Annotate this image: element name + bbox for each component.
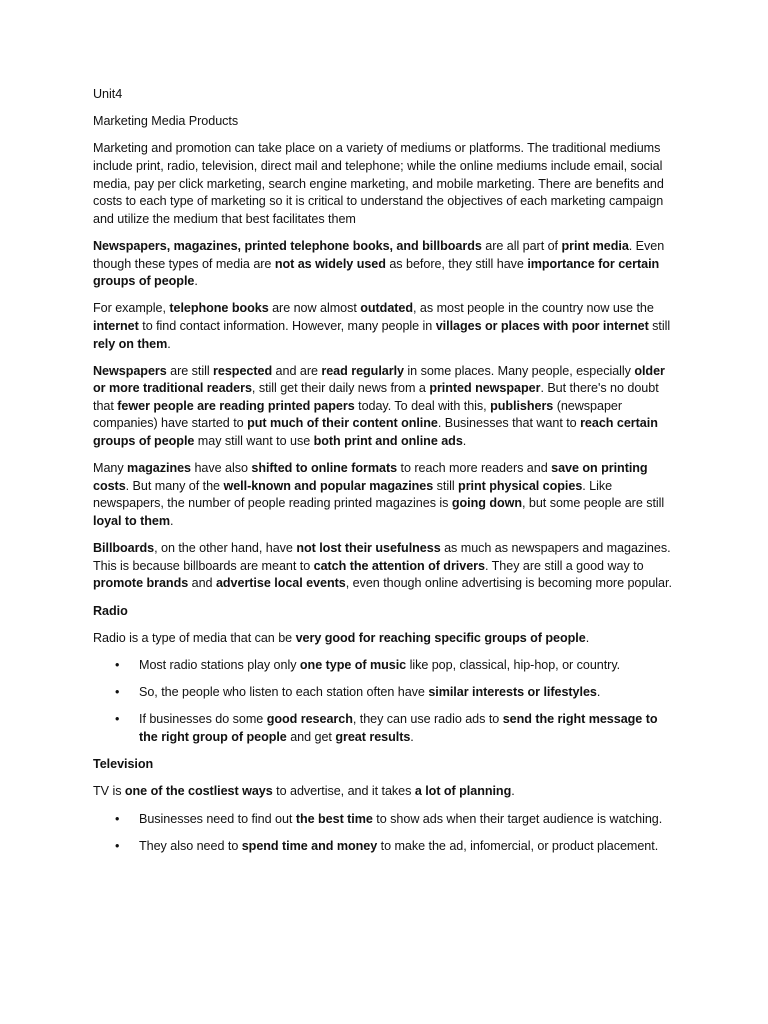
bold-text-run: magazines [127,461,191,476]
bold-text-run: one of the costliest ways [124,784,273,799]
text-run: like pop, classical, hip-hop, or country. [406,657,621,672]
print-media-paragraph [93,238,678,291]
text-run: Most radio stations play only [139,657,300,672]
bold-text-run: loyal to them [93,514,171,529]
text-run: For example, [93,301,170,316]
text-run: today. To deal with this, [354,398,491,413]
text-run: are still [166,363,214,378]
text-run: Radio is a type of media that can be [93,630,296,645]
document-title: Marketing Media Products [93,114,239,129]
text-run: may still want to use [194,434,314,449]
text-run: still [433,478,459,493]
list-item [93,838,678,856]
newspapers-paragraph [93,363,678,451]
bold-text-run: publishers [490,398,554,413]
text-run: , they can use radio ads to [352,712,503,727]
text-run: have also [191,461,252,476]
list-item [93,657,678,675]
bold-text-run: a lot of planning [414,784,512,799]
document-page [93,86,678,865]
text-run: as much as newspapers and magazines. This is because billboards are meant to [93,541,671,573]
bold-text-run: good research [266,712,353,727]
text-run: Marketing and promotion can take place on a variety of mediums or platforms. The traditional mediums include print, radio, television, direct mail and telephone; while the online mediums include email, social media, pay per click marketing, search engine marketing, and mobile marketing. There are benefits and costs to each type of marketing so it is critical to understand the objectives of each marketing campaign and utilize the medium that best facilitates them [93,141,664,226]
text-run: to show ads when their target audience is watching. [372,811,663,826]
bold-text-run: one type of music [299,657,407,672]
bold-text-run: not as widely used [274,256,386,271]
bold-text-run: reach certain groups of people [93,416,658,449]
bold-text-run: similar interests or lifestyles [428,685,597,700]
text-run: and [188,576,216,591]
radio-intro-paragraph [93,630,678,648]
text-run: and are [272,363,322,378]
bold-text-run: send the right message to the right group of people [139,712,658,744]
text-run: . [167,336,171,351]
text-run: Many [93,461,128,476]
television-bullet-list [93,811,678,856]
bold-text-run: print media [561,238,629,253]
text-run: (newspaper companies) have started to [93,398,623,431]
list-item [93,684,678,702]
bold-text-run: put much of their content online [247,416,438,431]
bullet-icon: • [115,838,120,853]
bold-text-run: respected [213,363,273,378]
list-item [93,811,678,829]
text-run: . Businesses that want to [437,416,581,431]
telephone-books-paragraph [93,300,678,353]
text-run: in some places. Many people, especially [403,363,635,378]
radio-heading [93,603,678,621]
bullet-icon: • [115,712,120,727]
list-item [93,711,678,746]
bold-text-run: print physical copies [458,478,583,493]
unit-label: Unit4 [93,87,123,101]
television-intro-paragraph [93,783,678,801]
bold-text-run: great results [335,729,411,744]
bold-text-run: Radio [93,603,128,618]
text-run: are now almost [268,301,361,316]
text-run: Businesses need to find out [139,811,296,826]
bold-text-run: advertise local events [215,576,346,591]
text-run: They also need to [139,838,242,853]
bold-text-run: telephone books [169,301,269,316]
text-run: to reach more readers and [397,461,552,476]
text-run: , but some people are still [522,496,665,511]
text-run: If businesses do some [139,712,267,727]
bold-text-run: read regularly [321,363,404,378]
text-run: . [596,685,601,700]
text-run: . [462,434,467,449]
bold-text-run: very good for reaching specific groups of people [295,630,586,645]
bold-text-run: outdated [360,301,414,316]
bold-text-run: shifted to online formats [251,461,398,476]
bold-text-run: fewer people are reading printed papers [117,398,355,413]
text-run: . But many of the [125,478,224,493]
bold-text-run: Newspapers, magazines, printed telephone books, and billboards [93,238,482,253]
text-run: , on the other hand, have [154,541,297,556]
bold-text-run: well-known and popular magazines [223,478,434,493]
text-run: to make the ad, infomercial, or product placement. [377,838,659,853]
bold-text-run: internet [93,318,139,333]
text-run: still [648,318,671,333]
text-run: . But there's no doubt that [93,381,659,413]
television-heading [93,756,678,774]
text-run: , still get their daily news from a [251,381,430,396]
text-run: to find contact information. However, many people in [138,318,436,333]
radio-bullet-list [93,657,678,747]
bold-text-run: not lost their usefulness [296,541,441,556]
text-run: , even though online advertising is becoming more popular. [345,576,672,591]
text-run: TV is [93,784,125,799]
bold-text-run: spend time and money [241,838,378,853]
billboards-paragraph [93,540,678,593]
text-run: . Like newspapers, the number of people reading printed magazines is [93,478,613,511]
bold-text-run: Billboards [93,541,155,556]
bold-text-run: rely on them [93,336,168,351]
text-run: , as most people in the country now use the [413,301,654,316]
bold-text-run: both print and online ads [313,434,463,449]
bold-text-run: printed newspaper [429,381,541,396]
bold-text-run: catch the attention of drivers [313,558,485,573]
bold-text-run: the best time [295,811,373,826]
bullet-icon: • [115,685,120,700]
text-run: . [585,630,590,645]
bold-text-run: save on printing costs [93,461,648,493]
bold-text-run: going down [451,496,522,511]
text-run: . They are still a good way to [484,558,644,573]
bold-text-run: promote brands [93,576,189,591]
bold-text-run: Television [93,757,154,772]
intro-paragraph [93,140,678,228]
text-run: So, the people who listen to each station often have [139,685,429,700]
bullet-icon: • [115,657,120,672]
text-run: . [170,514,174,529]
text-run: to advertise, and it takes [272,784,415,799]
text-run: . [194,274,198,289]
text-run: as before, they still have [385,256,528,271]
text-run: and get [286,729,336,744]
text-run: are all part of [481,238,562,253]
bullet-icon: • [115,811,120,826]
text-run: . [511,784,515,799]
bold-text-run: Newspapers [93,363,167,378]
bold-text-run: older or more traditional readers [93,363,665,396]
text-run: . Even though these types of media are [93,238,665,271]
bold-text-run: villages or places with poor internet [435,318,649,333]
bold-text-run: importance for certain groups of people [93,256,660,289]
text-run: . [410,729,414,744]
magazines-paragraph [93,460,678,530]
